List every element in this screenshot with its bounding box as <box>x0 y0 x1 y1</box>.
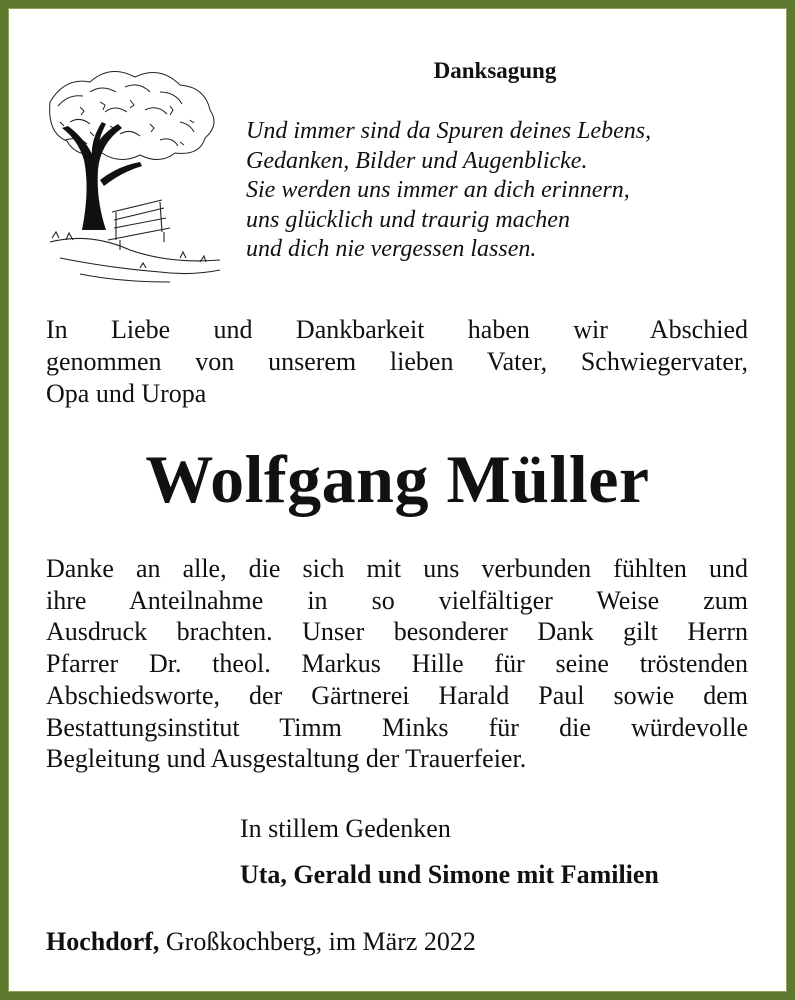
thanks-line: Bestattungsinstitut Timm Minks für die würdevolle <box>46 712 748 742</box>
place-date: Großkochberg, im März 2022 <box>159 927 476 956</box>
place-and-date <box>46 927 476 957</box>
intro-line: Opa und Uropa <box>46 379 207 408</box>
intro-line: In Liebe und Dankbarkeit haben wir Abschied <box>46 315 748 344</box>
tree-with-bench-icon <box>30 62 226 288</box>
thanks-line: Danke an alle, die sich mit uns verbunden fühlten und <box>46 554 748 583</box>
thanks-line: Begleitung und Ausgestaltung der Trauerfeier. <box>46 744 527 774</box>
deceased-name: Wolfgang Müller <box>145 441 650 517</box>
thanks-line: Ausdruck brachten. Unser besonderer Dank gilt Herrn <box>46 617 748 647</box>
thanks-line: ihre Anteilnahme in so vielfältiger Weise zum <box>46 585 748 615</box>
thanks-line: Abschiedsworte, der Gärtnerei Harald Paul sowie dem <box>46 680 748 710</box>
poem-line: und dich nie vergessen lassen. <box>246 236 537 262</box>
poem-line: Sie werden uns immer an dich erinnern, <box>246 177 630 203</box>
thanks-line: Pfarrer Dr. theol. Markus Hille für seine tröstenden <box>46 649 748 679</box>
intro-paragraph <box>46 314 748 410</box>
place-name: Hochdorf, <box>46 927 160 956</box>
notice-heading: Danksagung <box>433 58 557 83</box>
memorial-poem <box>246 117 766 265</box>
poem-line: Gedanken, Bilder und Augenblicke. <box>246 147 588 174</box>
thanks-paragraph <box>46 553 748 775</box>
poem-line: Und immer sind da Spuren deines Lebens, <box>246 118 652 144</box>
poem-line: uns glücklich und traurig machen <box>246 206 570 233</box>
family-signature: Uta, Gerald und Simone mit Familien <box>240 860 659 889</box>
closing-phrase: In stillem Gedenken <box>240 814 451 843</box>
intro-line: genommen von unserem lieben Vater, Schwiegervater, <box>46 347 748 376</box>
